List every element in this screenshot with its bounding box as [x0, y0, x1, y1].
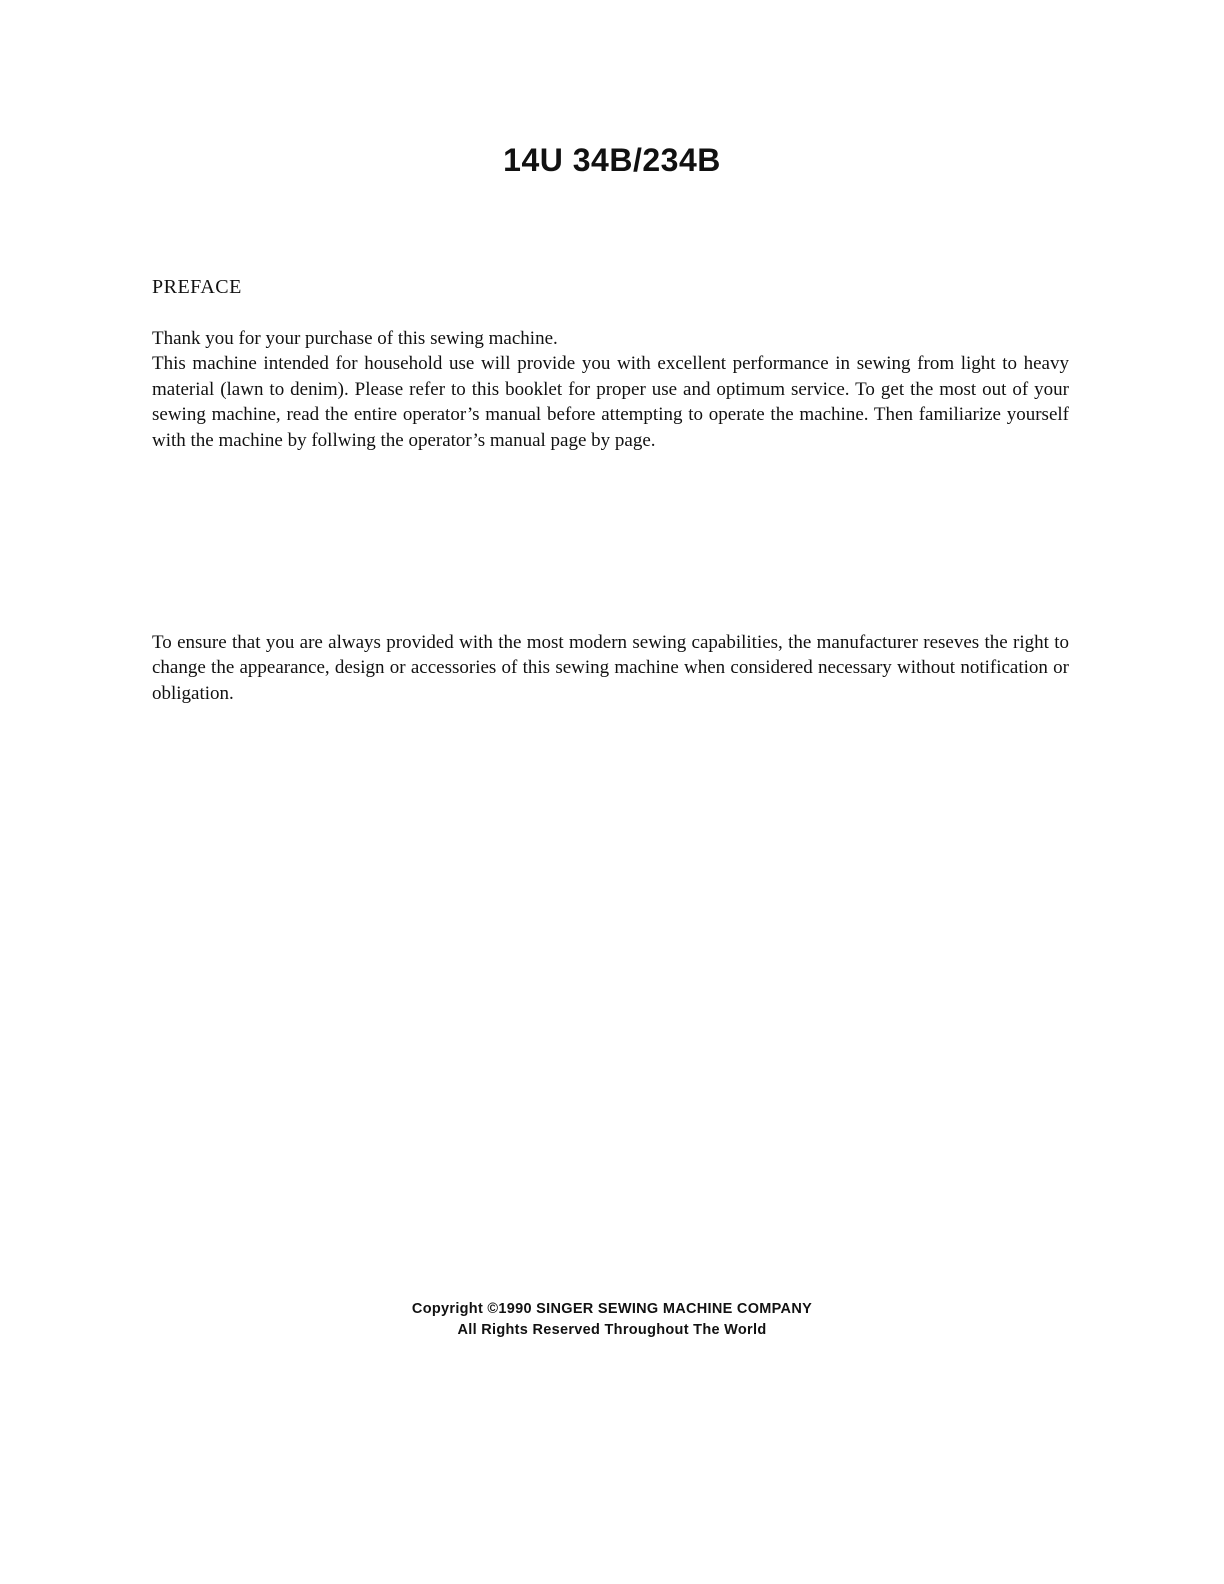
- change-notice-paragraph: To ensure that you are always provided with the most modern sewing capabilities, the manufacturer reseves the right to change the appearance, design or accessories of this sewing machine when considered necessary without notification or obligation.: [152, 632, 1069, 704]
- preface-heading: PREFACE: [152, 276, 242, 298]
- intro-first-line: Thank you for your purchase of this sewing machine.: [152, 328, 558, 349]
- page-title: 14U 34B/234B: [503, 142, 721, 178]
- copyright-notice: [0, 1299, 1224, 1341]
- intro-paragraph: This machine intended for household use will provide you with excellent performance in sewing from light to heavy material (lawn to denim). Please refer to this booklet for proper use and optimum service. To get the most out of your sewing machine, read the entire operator’s manual before attempting to operate the machine. Then familiarize yourself with the machine by follwing the operator’s manual page by page.: [152, 353, 1069, 451]
- rights-reserved-line: All Rights Reserved Throughout The World: [457, 1322, 767, 1338]
- preface-intro: [152, 326, 1069, 453]
- copyright-line: Copyright ©1990 SINGER SEWING MACHINE COMPANY: [411, 1301, 813, 1317]
